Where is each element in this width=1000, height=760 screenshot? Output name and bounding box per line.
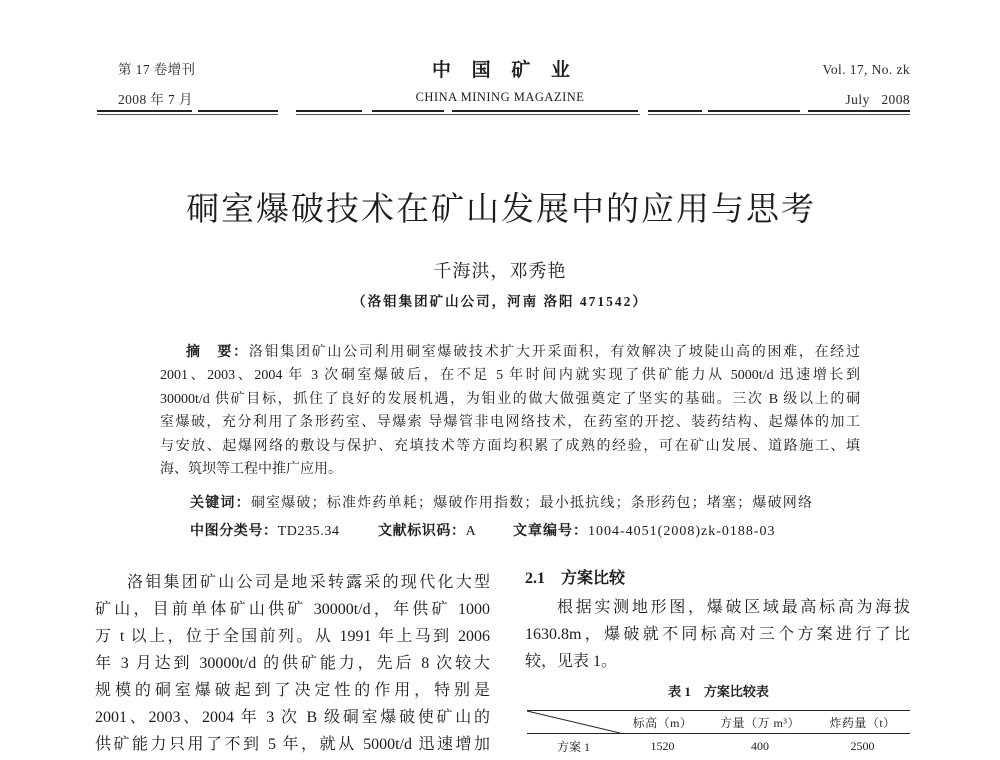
header-rule-thin (97, 114, 278, 115)
doc-code-label: 文献标识码： (378, 524, 466, 539)
header-rule-segment (97, 110, 192, 112)
header-rule-thin (648, 114, 910, 115)
journal-name-en: CHINA MINING MAGAZINE (415, 90, 585, 104)
abstract-line: 2001、2003、2004 年 3 次硐室爆破后，在不足 5 年时间内就实现了供矿能力从 5000t/d 迅速增长到 (160, 368, 860, 383)
table-caption: 表 1 方案比较表 (668, 684, 769, 699)
table-cell: 1520 (650, 738, 675, 753)
body-right-line: 较，见表 1。 (525, 652, 618, 670)
table-corner-cell (527, 710, 620, 734)
journal-name-cn: 中 国 矿 业 (432, 59, 570, 81)
body-left-line: 2001、2003、2004 年 3 次 B 级硐室爆破使矿山的 (95, 708, 490, 726)
keywords-line (190, 492, 813, 515)
article-title: 硐室爆破技术在矿山发展中的应用与思考 (186, 192, 816, 228)
body-left-line: 年 3 月达到 30000t/d 的供矿能力，先后 8 次较大 (95, 654, 490, 672)
table-row-label: 方案 1 (556, 739, 590, 754)
clc-value: TD235.34 (277, 524, 340, 539)
abstract-line: 30000t/d 供矿目标，抓住了良好的发展机遇，为钼业的做大做强奠定了坚实的基础。三次 B 级以上的硐 (160, 391, 860, 407)
doc-code-value: A (465, 524, 477, 539)
header-rule-segment (452, 110, 638, 112)
header-rule-segment (708, 110, 800, 112)
header-rule-segment (296, 110, 362, 112)
abstract-line: 海、筑坝等工程中推广应用。 (160, 462, 342, 477)
table-header-cell: 标高（m） (620, 710, 705, 734)
header-volume: 第 17 卷增刊 (118, 62, 196, 77)
header-volume-en: Vol. 17, No. zk (822, 62, 910, 77)
abstract-line: 与安放、起爆网络的敷设与保护、充填技术等方面均积累了成熟的经验，可在矿山发展、道路施工、填 (160, 438, 860, 454)
section-heading: 2.1 方案比较 (525, 569, 626, 587)
table-cell: 2500 (850, 738, 875, 753)
body-right-line: 根据实测地形图，爆破区域最高标高为海拔 (557, 598, 910, 616)
article-no-value: 1004-4051(2008)zk-0188-03 (588, 524, 776, 539)
header-rule-thin (296, 114, 640, 115)
clc-label: 中图分类号： (190, 524, 278, 539)
header-rule-segment (198, 110, 278, 112)
abstract-line: 室爆破，充分利用了条形药室、导爆索 导爆管非电网络技术，在药室的开挖、装药结构、起爆体的加工 (160, 415, 860, 430)
table-header-row (527, 710, 910, 734)
article-no-line (513, 520, 776, 543)
doc-code-line (378, 520, 476, 543)
comparison-table-wrapper (527, 710, 910, 758)
body-left-line: 万 t 以上，位于全国前列。从 1991 年上马到 2006 (95, 627, 490, 645)
abstract-text: 洛钼集团矿山公司利用硐室爆破技术扩大开采面积，有效解决了坡陡山高的困难，在经过 (248, 344, 860, 360)
table-header-cell: 炸药量（t） (815, 710, 910, 734)
header-date-en: July 2008 (845, 92, 910, 107)
article-no-label: 文章编号： (513, 524, 588, 539)
header-rule-segment (648, 110, 702, 112)
keywords-text: 硐室爆破；标准炸药单耗；爆破作用指数；最小抵抗线；条形药包；堵塞；爆破网络 (250, 496, 814, 511)
body-left-line: 洛钼集团矿山公司是地采转露采的现代化大型 (127, 573, 490, 591)
table-diagonal-line (527, 711, 620, 733)
body-left-line: 供矿能力只用了不到 5 年，就从 5000t/d 迅速增加 (95, 735, 490, 753)
abstract-line (160, 341, 860, 365)
header-rule-segment (372, 110, 444, 112)
article-affiliation: （洛钼集团矿山公司，河南 洛阳 471542） (352, 294, 648, 309)
table-row (527, 734, 910, 758)
abstract-label: 摘 要： (186, 344, 249, 360)
body-left-line: 矿山，目前单体矿山供矿 30000t/d，年供矿 1000 (95, 600, 490, 618)
article-authors: 千海洪，邓秀艳 (433, 261, 567, 281)
header-rule-segment (808, 110, 910, 112)
table-cell: 400 (751, 738, 769, 753)
comparison-table (527, 710, 910, 758)
body-left-line: 规模的硐室爆破起到了决定性的作用，特别是 (95, 681, 490, 699)
keywords-label: 关键词： (190, 496, 251, 511)
clc-line (190, 520, 340, 543)
table-header-cell: 方量（万 m³） (705, 710, 815, 734)
header-date: 2008 年 7 月 (118, 92, 193, 107)
body-right-line: 1630.8m，爆破就不同标高对三个方案进行了比 (525, 625, 910, 643)
